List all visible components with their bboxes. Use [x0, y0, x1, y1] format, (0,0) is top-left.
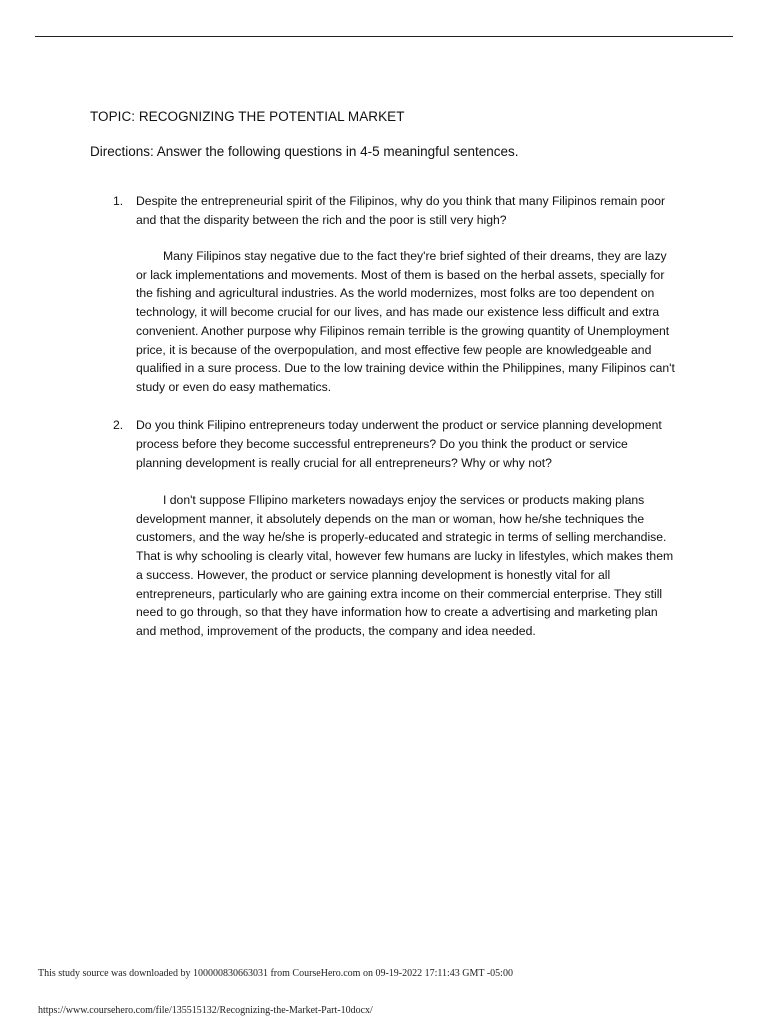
question-number: 1.: [113, 194, 124, 208]
answer-text: I don't suppose FIlipino marketers nowadays enjoy the services or products making plans development manner, it absolutely depends on the man or woman, how he/she techniques the customers, and the way he/she is properly-educated and strategic in terms of selling merchandise. That is why schooling is clearly vital, however few humans are lucky in lifestyles, which makes them a success. However, the product or service planning development is honestly vital for all entrepreneurs, particularly who are gaining extra income on their commercial enterprise. They still need to go through, so that they have information how to create a advertising and marketing plan and method, improvement of the products, the company and idea needed.: [136, 493, 674, 638]
download-source-note: This study source was downloaded by 100000830663031 from CourseHero.com on 09-19-2022 17:11:43 GMT -05:00: [38, 968, 513, 979]
question-number: 2.: [113, 418, 124, 432]
directions-text: Directions: Answer the following questions in 4-5 meaningful sentences.: [90, 144, 519, 159]
question-text: Do you think Filipino entrepreneurs today underwent the product or service planning development process before they become successful entrepreneurs? Do you think the product or service planning development is really crucial for all entrepreneurs? Why or why not?: [136, 418, 662, 470]
source-url: https://www.coursehero.com/file/135515132/Recognizing-the-Market-Part-10docx/: [38, 1005, 373, 1016]
answer-text: Many Filipinos stay negative due to the fact they're brief sighted of their dreams, they are lazy or lack implementations and movements. Most of them is based on the herbal assets, specially for the fishing and agricultural industries. As the world modernizes, most folks are too dependent on technology, it will become crucial for our lives, and has made our existence less difficult and extra convenient. Another purpose why Filipinos remain terrible is the growing quantity of Unemployment price, it is because of the overpopulation, and most effective few people are knowledgeable and qualified in a sure process. Due to the low training device within the Philippines, many Filipinos can't study or even do easy mathematics.: [136, 249, 675, 394]
top-divider: [35, 36, 733, 37]
question-text: Despite the entrepreneurial spirit of the Filipinos, why do you think that many Filipinos remain poor and that the disparity between the rich and the poor is still very high?: [136, 194, 666, 227]
page-title: TOPIC: RECOGNIZING THE POTENTIAL MARKET: [90, 109, 405, 124]
